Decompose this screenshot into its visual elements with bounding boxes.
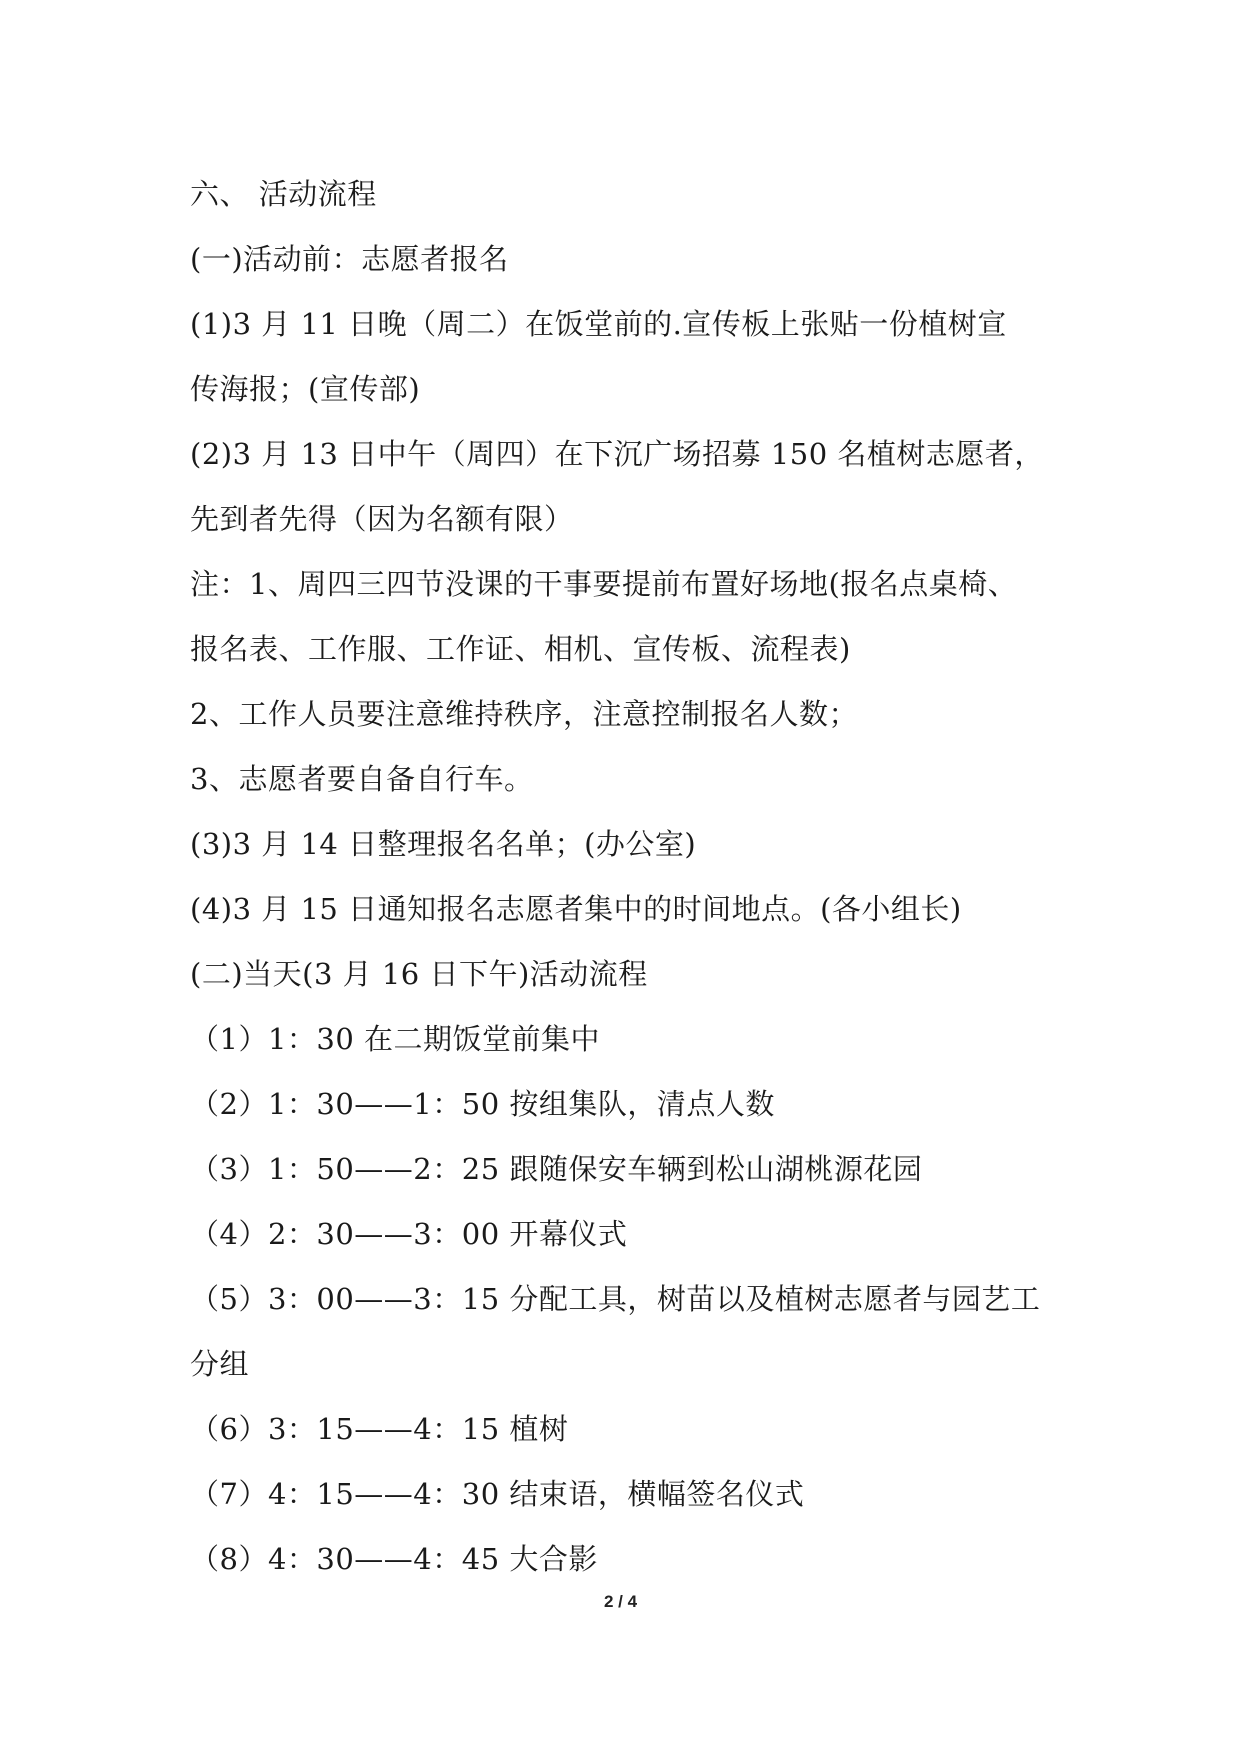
note-line: 报名表、工作服、工作证、相机、宣传板、流程表) [190,632,851,666]
subsection-heading: (二)当天(3 月 16 日下午)活动流程 [190,957,648,991]
paragraph-line: (3)3 月 14 日整理报名名单；(办公室) [190,827,697,861]
document-body [190,162,1070,1592]
note-line: 2、工作人员要注意维持秩序，注意控制报名人数； [190,697,858,731]
schedule-item: （6）3：15——4：15 植树 [190,1412,569,1446]
schedule-item: （4）2：30——3：00 开幕仪式 [190,1217,628,1251]
paragraph-line: (1)3 月 11 日晚（周二）在饭堂前的.宣传板上张贴一份植树宣 [190,307,1007,341]
paragraph-line: 先到者先得（因为名额有限） [190,502,574,536]
schedule-item: （5）3：00——3：15 分配工具，树苗以及植树志愿者与园艺工 [190,1282,1041,1316]
schedule-item: （7）4：15——4：30 结束语，横幅签名仪式 [190,1477,805,1511]
schedule-item: （3）1：50——2：25 跟随保安车辆到松山湖桃源花园 [190,1152,923,1186]
paragraph-line: 传海报；(宣传部) [190,372,421,406]
schedule-item: （8）4：30——4：45 大合影 [190,1542,598,1576]
paragraph-line: (2)3 月 13 日中午（周四）在下沉广场招募 150 名植树志愿者， [190,437,1044,471]
paragraph-line: (4)3 月 15 日通知报名志愿者集中的时间地点。(各小组长) [190,892,962,926]
note-line: 3、志愿者要自备自行车。 [190,762,534,796]
schedule-item: （2）1：30——1：50 按组集队，清点人数 [190,1087,775,1121]
subsection-heading: (一)活动前：志愿者报名 [190,242,509,276]
page-number: 2 / 4 [603,1592,638,1611]
note-line: 注：1、周四三四节没课的干事要提前布置好场地(报名点桌椅、 [190,567,1018,601]
schedule-item: 分组 [190,1347,250,1381]
section-heading: 六、 活动流程 [190,177,377,211]
schedule-item: （1）1：30 在二期饭堂前集中 [190,1022,601,1056]
